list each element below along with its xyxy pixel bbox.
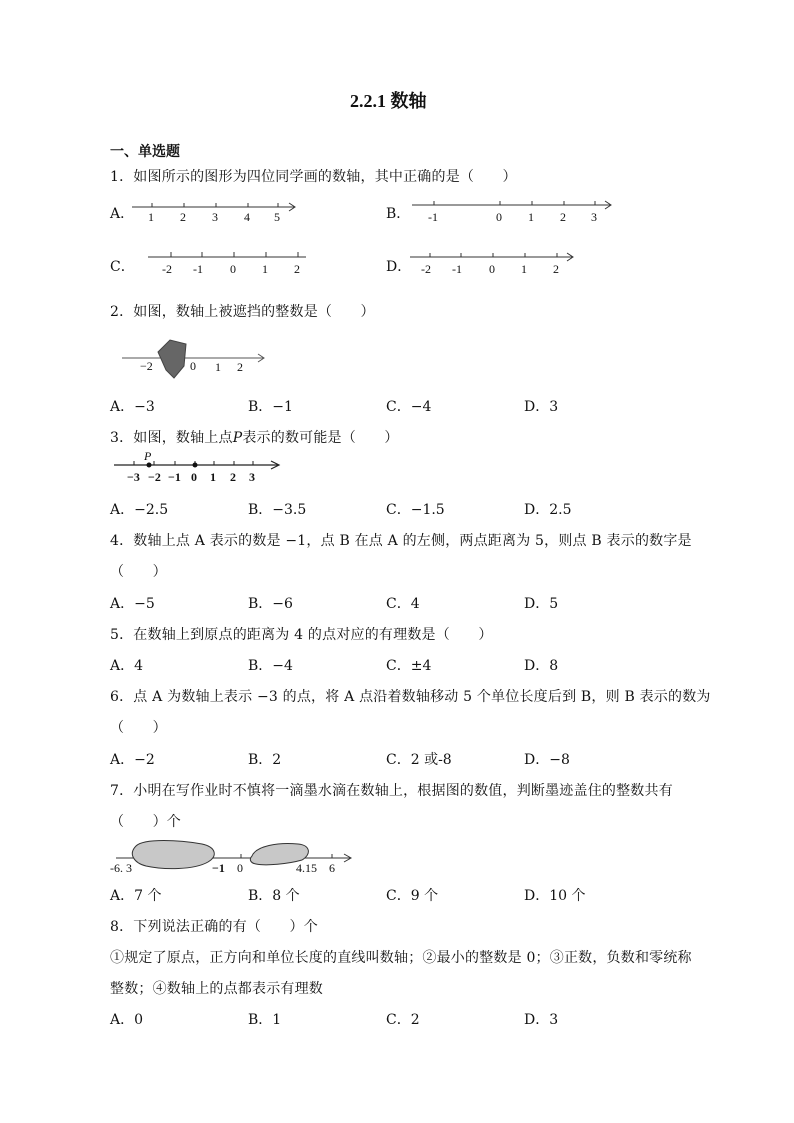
q7-tick-0: 0 — [237, 861, 243, 875]
question-6-line-1: 6．点 A 为数轴上表示 −3 的点，将 A 点沿着数轴移动 5 个单位长度后到 B，则 B 表示的数为 — [110, 689, 711, 705]
q3-stem-post: 表示的数可能是（ ） — [242, 430, 399, 446]
q1c-tick-1: 1 — [262, 262, 268, 276]
q5-option-a: A．4 — [110, 658, 144, 674]
q3-tick-neg3: −3 — [127, 470, 140, 484]
q1d-tick-neg1: -1 — [452, 262, 462, 276]
q2-option-b: B．−1 — [248, 399, 293, 415]
q1-number-line-c — [148, 249, 318, 279]
q8-option-d: D．3 — [524, 1012, 559, 1028]
q1a-tick-5: 5 — [274, 210, 280, 224]
question-4-line-1: 4．数轴上点 A 表示的数是 −1，点 B 在点 A 的左侧，两点距离为 5，则点 B 表示的数字是 — [110, 533, 692, 549]
q1d-tick-neg2: -2 — [421, 262, 431, 276]
question-5-stem: 5．在数轴上到原点的距离为 4 的点对应的有理数是（ ） — [110, 627, 493, 643]
q6-option-c: C．2 或-8 — [386, 752, 452, 768]
q1d-tick-1: 1 — [521, 262, 527, 276]
q7-tick-6: 6 — [329, 861, 335, 875]
q3-point-label: P — [144, 449, 152, 463]
q3-point-var: P — [232, 430, 243, 446]
q2-option-a: A．−3 — [110, 399, 155, 415]
q1-number-line-b — [412, 198, 642, 228]
q1b-tick-1: 1 — [528, 210, 534, 224]
q7-option-d: D．10 个 — [524, 888, 586, 904]
q1a-tick-1: 1 — [148, 210, 154, 224]
question-8-statements-line-2: 整数；④数轴上的点都表示有理数 — [110, 981, 323, 997]
q7-option-c: C．9 个 — [386, 888, 439, 904]
q6-option-d: D．−8 — [524, 752, 570, 768]
q1c-tick-neg2: -2 — [162, 262, 172, 276]
q1d-tick-2: 2 — [553, 262, 559, 276]
q3-tick-neg2: −2 — [148, 470, 161, 484]
question-1-stem: 1．如图所示的图形为四位同学画的数轴，其中正确的是（ ） — [110, 169, 517, 185]
q8-option-a: A．0 — [110, 1012, 144, 1028]
q7-tick-neg6-3: -6. 3 — [110, 861, 132, 875]
q7-tick-neg1: −1 — [212, 861, 225, 875]
question-7-line-1: 7．小明在写作业时不慎将一滴墨水滴在数轴上，根据图的数值，判断墨迹盖住的整数共有 — [110, 783, 673, 799]
q3-tick-1: 1 — [210, 470, 216, 484]
q1-option-b-label: B． — [386, 206, 411, 222]
question-4-line-2: （ ） — [110, 564, 167, 580]
page-title: 2.2.1 数轴 — [350, 91, 427, 111]
q7-option-a: A．7 个 — [110, 888, 162, 904]
q2-tick-1: 1 — [215, 360, 221, 374]
q1-option-a-label: A． — [110, 206, 135, 222]
q3-number-line-figure — [114, 449, 294, 484]
q8-option-b: B．1 — [248, 1012, 282, 1028]
question-7-line-2: （ ）个 — [110, 814, 181, 830]
q3-tick-3: 3 — [249, 470, 255, 484]
q2-tick-2: 2 — [237, 360, 243, 374]
q3-option-d: D．2.5 — [524, 502, 572, 518]
q2-option-d: D．3 — [524, 399, 559, 415]
q3-tick-0: 0 — [191, 470, 197, 484]
q1b-tick-neg1: -1 — [428, 210, 438, 224]
question-6-line-2: （ ） — [110, 720, 167, 736]
q1c-tick-0: 0 — [230, 262, 236, 276]
q1c-tick-2: 2 — [294, 262, 300, 276]
q6-option-a: A．−2 — [110, 752, 155, 768]
q3-origin-dot — [193, 463, 198, 468]
q3-tick-neg1: −1 — [168, 470, 181, 484]
q5-option-d: D．8 — [524, 658, 559, 674]
q1a-tick-3: 3 — [212, 210, 218, 224]
q3-option-a: A．−2.5 — [110, 502, 169, 518]
question-8-statements-line-1: ①规定了原点，正方向和单位长度的直线叫数轴；②最小的整数是 0；③正数，负数和零统称 — [110, 950, 692, 966]
q6-option-b: B．2 — [248, 752, 282, 768]
q5-option-b: B．−4 — [248, 658, 293, 674]
q4-option-c: C．4 — [386, 596, 420, 612]
q1-option-d-label: D． — [386, 259, 412, 275]
q2-cover-shape — [158, 340, 186, 378]
question-3-stem — [110, 427, 399, 447]
question-2-stem: 2．如图，数轴上被遮挡的整数是（ ） — [110, 304, 375, 320]
q1b-tick-0: 0 — [496, 210, 502, 224]
question-8-stem: 8．下列说法正确的有（ ）个 — [110, 919, 318, 935]
q3-point-p — [147, 463, 152, 468]
q8-option-c: C．2 — [386, 1012, 420, 1028]
q4-option-a: A．−5 — [110, 596, 155, 612]
q1d-tick-0: 0 — [489, 262, 495, 276]
q3-tick-2: 2 — [230, 470, 236, 484]
q3-stem-pre: 3．如图，数轴上点 — [110, 430, 233, 446]
q2-tick-neg2: −2 — [140, 359, 153, 373]
q1a-tick-2: 2 — [180, 210, 186, 224]
q1-option-c-label: C． — [110, 259, 135, 275]
section-heading: 一、单选题 — [110, 144, 180, 160]
q7-tick-4-15: 4.15 — [296, 861, 317, 875]
q2-tick-0: 0 — [190, 359, 196, 373]
q2-number-line-figure — [122, 336, 272, 381]
q1-number-line-a — [132, 198, 312, 228]
q7-ink-blot-left — [132, 841, 214, 869]
q4-option-b: B．−6 — [248, 596, 293, 612]
q1b-tick-3: 3 — [591, 210, 597, 224]
q5-option-c: C．±4 — [386, 658, 432, 674]
q7-option-b: B．8 个 — [248, 888, 300, 904]
q1b-tick-2: 2 — [560, 210, 566, 224]
q7-number-line-figure — [110, 838, 360, 878]
q1-number-line-d — [410, 249, 590, 279]
q4-option-d: D．5 — [524, 596, 559, 612]
q1a-tick-4: 4 — [244, 210, 250, 224]
q2-option-c: C．−4 — [386, 399, 432, 415]
q3-option-c: C．−1.5 — [386, 502, 445, 518]
q3-option-b: B．−3.5 — [248, 502, 307, 518]
q1c-tick-neg1: -1 — [193, 262, 203, 276]
